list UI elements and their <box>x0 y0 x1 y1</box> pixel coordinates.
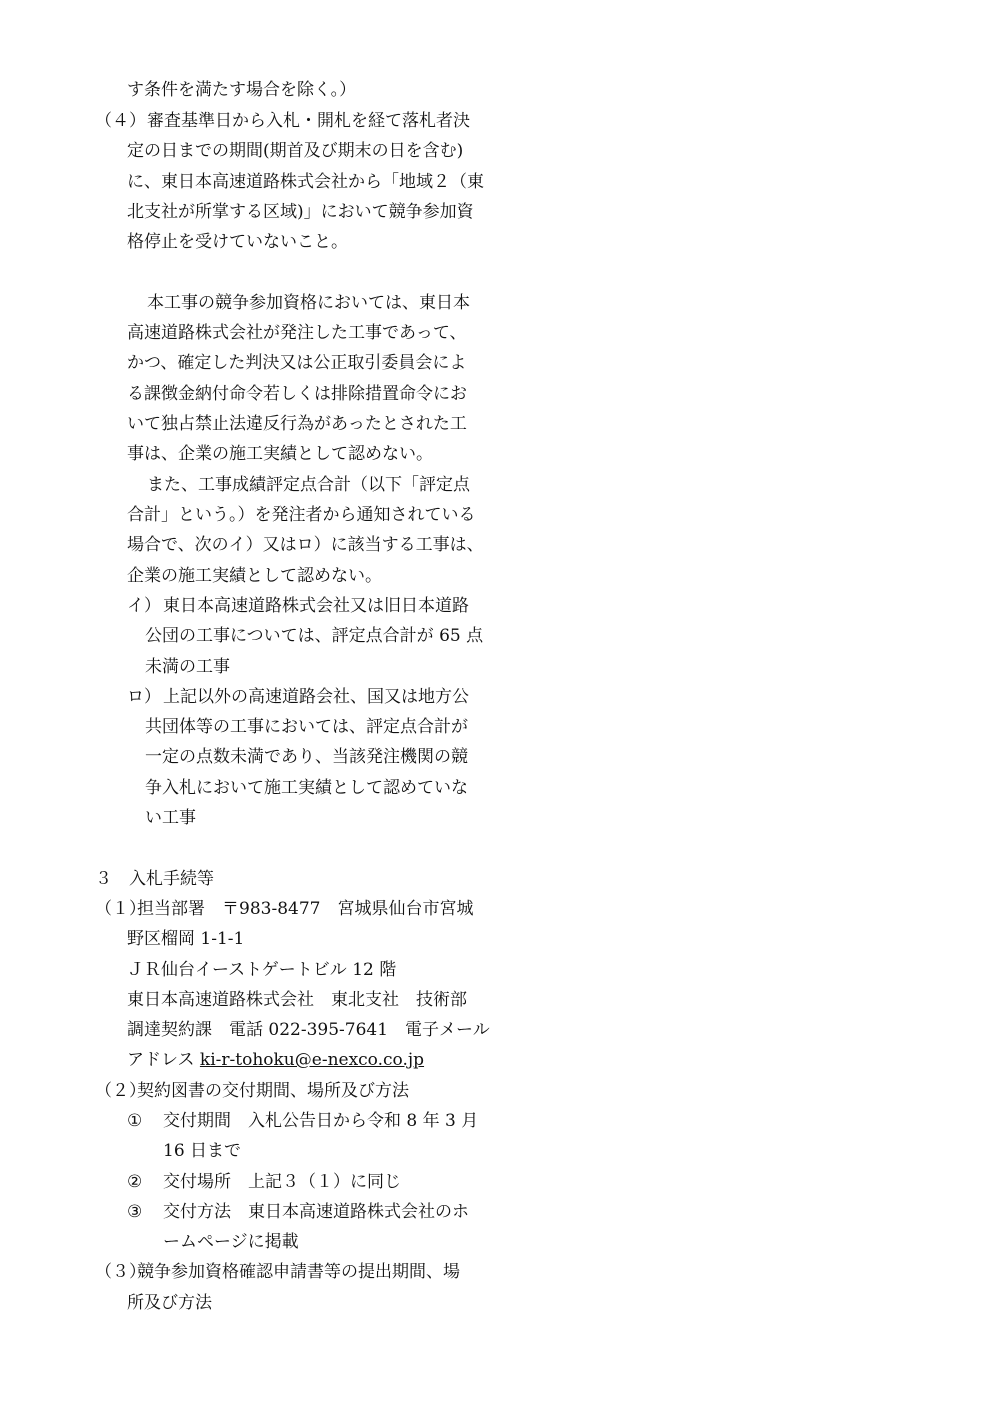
text-line: 東日本高速道路株式会社 東北支社 技術部 <box>127 990 467 1010</box>
text-line <box>127 1050 424 1070</box>
text-line: 担当部署 〒983-8477 宮城県仙台市宮城 <box>137 899 474 919</box>
email-link[interactable]: ki-r-tohoku@e-nexco.co.jp <box>199 1050 425 1070</box>
text-line: 交付期間 入札公告日から令和 8 年 3 月 <box>163 1111 479 1131</box>
text-line: 企業の施工実績として認めない。 <box>127 566 382 586</box>
item-marker: （２） <box>95 1081 146 1101</box>
item-marker: （４） <box>95 111 146 131</box>
text-line: 事は、企業の施工実績として認めない。 <box>127 444 433 464</box>
text-line: 契約図書の交付期間、場所及び方法 <box>137 1081 409 1101</box>
text-line: 所及び方法 <box>127 1293 212 1313</box>
text-line: 合計」という。）を発注者から通知されている <box>127 505 476 525</box>
text-line: 格停止を受けていないこと。 <box>127 232 348 252</box>
text-line: ＪＲ仙台イーストゲートビル 12 階 <box>127 960 397 980</box>
text-line: に、東日本高速道路株式会社から「地域２（東 <box>127 172 484 192</box>
text-line: す条件を満たす場合を除く。） <box>127 80 357 100</box>
text-line: 争入札において施工実績として認めていな <box>145 778 468 798</box>
item-marker: ロ） <box>127 687 161 707</box>
text-line: 審査基準日から入札・開札を経て落札者決 <box>147 111 470 131</box>
text-line: 調達契約課 電話 022-395-7641 電子メール <box>127 1020 490 1040</box>
text-line: 北支社が所掌する区域)」において競争参加資 <box>127 202 474 222</box>
text-line: 一定の点数未満であり、当該発注機関の競 <box>145 747 468 767</box>
text-line: 上記以外の高速道路会社、国又は地方公 <box>163 687 469 707</box>
text-line: また、工事成績評定点合計（以下「評定点 <box>147 475 470 495</box>
item-marker: （１） <box>95 899 146 919</box>
text-line: 16 日まで <box>163 1141 242 1161</box>
sub-item-marker: ① <box>127 1111 143 1131</box>
text-line: る課徴金納付命令若しくは排除措置命令にお <box>127 384 467 404</box>
text-line: 未満の工事 <box>145 657 230 677</box>
sub-item-marker: ③ <box>127 1202 143 1222</box>
text-line: 交付場所 上記３（１）に同じ <box>163 1172 401 1192</box>
text-line: 野区榴岡 1-1-1 <box>127 929 245 949</box>
item-marker: イ） <box>127 596 161 616</box>
text-line: 共団体等の工事においては、評定点合計が <box>145 717 468 737</box>
text-line: 場合で、次のイ）又はロ）に該当する工事は、 <box>127 535 484 555</box>
text-line: 公団の工事については、評定点合計が 65 点 <box>145 626 484 646</box>
text-line: い工事 <box>145 808 196 828</box>
text-line: かつ、確定した判決又は公正取引委員会によ <box>127 353 467 373</box>
text-line: 競争参加資格確認申請書等の提出期間、場 <box>137 1262 460 1282</box>
item-marker: （３） <box>95 1262 146 1282</box>
section-heading: ３ 入札手続等 <box>95 869 214 889</box>
text-line: 定の日までの期間(期首及び期末の日を含む) <box>127 141 464 161</box>
text-line: いて独占禁止法違反行為があったとされた工 <box>127 414 467 434</box>
text-line: ームページに掲載 <box>163 1232 299 1252</box>
email-label: アドレス <box>127 1050 200 1070</box>
text-line: 東日本高速道路株式会社又は旧日本道路 <box>163 596 469 616</box>
text-line: 高速道路株式会社が発注した工事であって、 <box>127 323 467 343</box>
sub-item-marker: ② <box>127 1172 143 1192</box>
text-line: 交付方法 東日本高速道路株式会社のホ <box>163 1202 469 1222</box>
text-line: 本工事の競争参加資格においては、東日本 <box>147 293 470 313</box>
